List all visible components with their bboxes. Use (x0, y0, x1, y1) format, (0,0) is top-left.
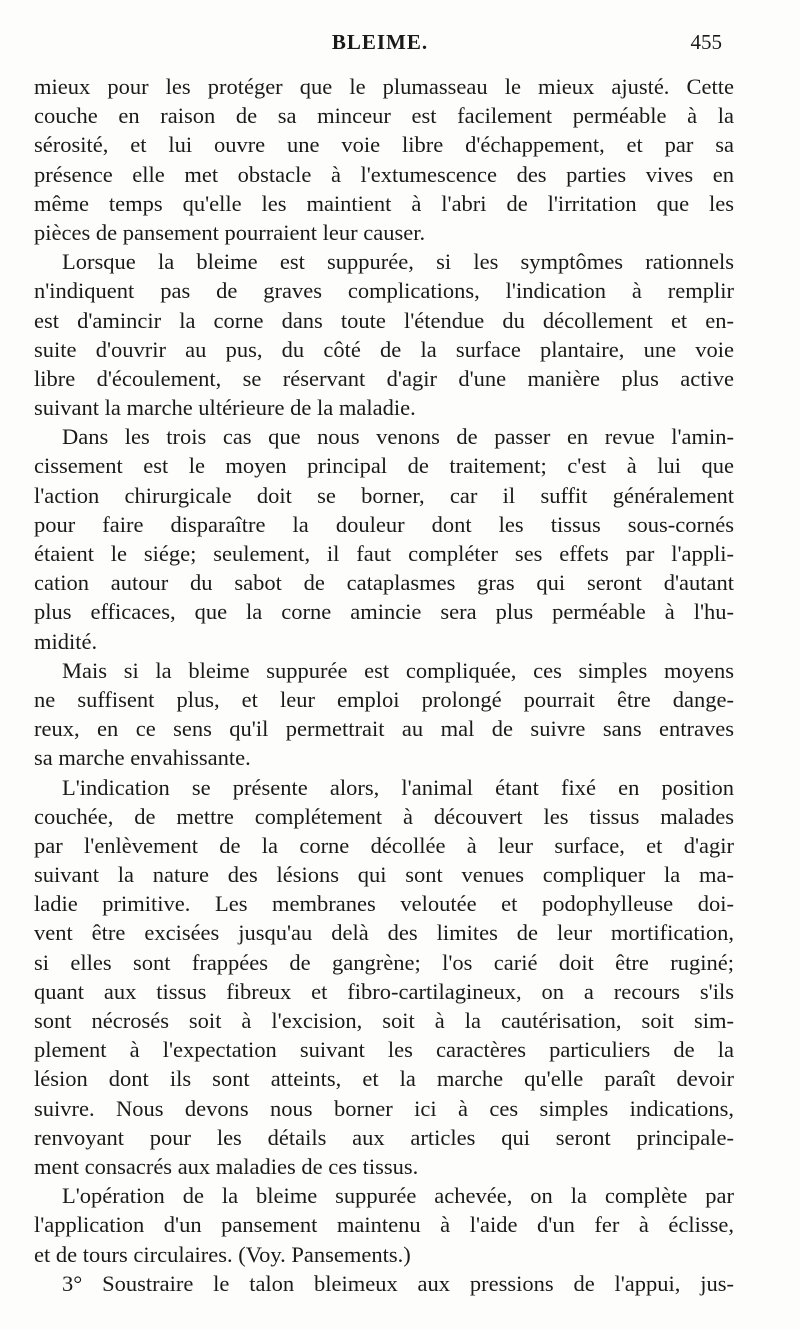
text-line: couchée, de mettre complétement à découvert les tissus malades (34, 803, 734, 829)
text-line: si elles sont frappées de gangrène; l'os carié doit être ruginé; (34, 949, 734, 975)
text-line: ment consacrés aux maladies de ces tissus. (34, 1153, 419, 1179)
text-line: plus efficaces, que la corne amincie sera plus perméable à l'hu- (34, 599, 734, 625)
text-line: plement à l'expectation suivant les caractères particuliers de la (34, 1037, 734, 1063)
text-line: étaient le siége; seulement, il faut compléter ses effets par l'appli- (34, 541, 734, 566)
text-line: midité. (34, 628, 98, 654)
text-line: ladie primitive. Les membranes veloutée et podophylleuse doi- (34, 891, 734, 917)
text-line: vent être excisées jusqu'au delà des limites de leur mortification, (34, 920, 734, 946)
text-line: et de tours circulaires. (Voy. Pansements.) (34, 1241, 411, 1267)
text-line: suivant la marche ultérieure de la maladie. (34, 395, 416, 421)
text-line: suivant la nature des lésions qui sont venues compliquer la ma- (34, 862, 734, 888)
text-line: sa marche envahissante. (34, 745, 251, 771)
text-line: cation autour du sabot de cataplasmes gras qui seront d'autant (34, 570, 734, 596)
text-line: présence elle met obstacle à l'extumescence des parties vives en (34, 161, 734, 187)
text-line: Mais si la bleime suppurée est compliquée, ces simples moyens (62, 657, 734, 683)
page-header (0, 30, 800, 60)
text-line: renvoyant pour les détails aux articles qui seront principale- (34, 1124, 734, 1150)
text-line: reux, en ce sens qu'il permettrait au mal de suivre sans entraves (34, 716, 734, 742)
text-line: couche en raison de sa minceur est facilement perméable à la (34, 103, 734, 129)
text-line: sérosité, et lui ouvre une voie libre d'échappement, et par sa (34, 132, 734, 158)
text-line: pièces de pansement pourraient leur causer. (34, 219, 426, 245)
text-line: 3° Soustraire le talon bleimeux aux pressions de l'appui, jus- (62, 1270, 734, 1296)
text-line: Lorsque la bleime est suppurée, si les symptômes rationnels (62, 249, 734, 275)
text-line: quant aux tissus fibreux et fibro-cartilagineux, on a recours s'ils (34, 978, 734, 1004)
page-number: 455 (690, 30, 722, 54)
text-line: libre d'écoulement, se réservant d'agir d'une manière plus active (34, 365, 734, 391)
text-line: Dans les trois cas que nous venons de passer en revue l'amin- (62, 424, 734, 450)
text-line: est d'amincir la corne dans toute l'étendue du décollement et en- (34, 307, 734, 333)
text-line: L'indication se présente alors, l'animal étant fixé en position (62, 774, 734, 800)
running-title: BLEIME. (331, 30, 429, 54)
text-line: même temps qu'elle les maintient à l'abri de l'irritation que les (34, 190, 734, 216)
text-line: pour faire disparaître la douleur dont les tissus sous-cornés (34, 511, 734, 537)
text-line: lésion dont ils sont atteints, et la marche qu'elle paraît devoir (34, 1066, 734, 1092)
text-line: cissement est le moyen principal de traitement; c'est à lui que (34, 453, 734, 479)
text-line: l'action chirurgicale doit se borner, car il suffit généralement (34, 482, 734, 508)
text-line: L'opération de la bleime suppurée achevée, on la complète par (62, 1183, 734, 1209)
text-line: sont nécrosés soit à l'excision, soit à la cautérisation, soit sim- (34, 1008, 734, 1033)
text-line: suivre. Nous devons nous borner ici à ces simples indications, (34, 1095, 734, 1121)
text-line: n'indiquent pas de graves complications, l'indication à remplir (34, 278, 734, 304)
body-text (34, 72, 734, 1298)
text-line: mieux pour les protéger que le plumasseau le mieux ajusté. Cette (34, 74, 734, 99)
text-line: ne suffisent plus, et leur emploi prolongé pourrait être dange- (34, 686, 734, 712)
text-line: par l'enlèvement de la corne décollée à leur surface, et d'agir (34, 832, 734, 858)
text-line: suite d'ouvrir au pus, du côté de la surface plantaire, une voie (34, 336, 734, 362)
text-line: l'application d'un pansement maintenu à l'aide d'un fer à éclisse, (34, 1212, 734, 1238)
